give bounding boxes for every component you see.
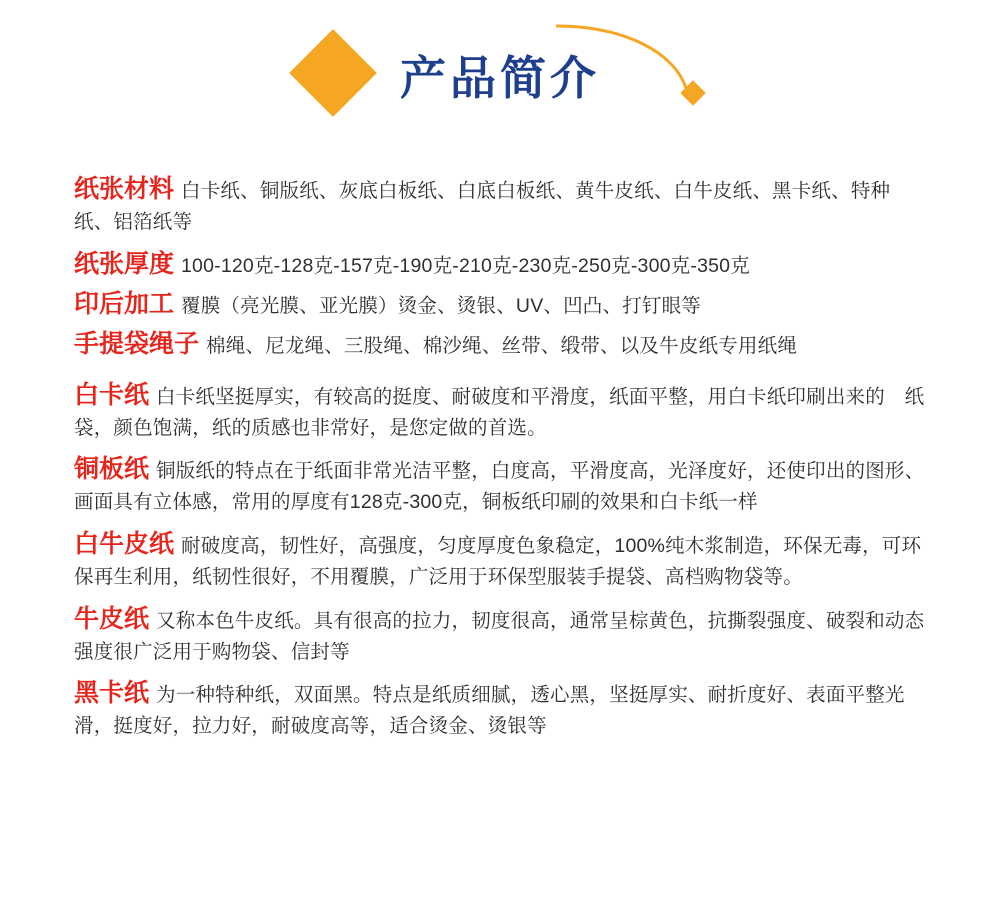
content-body — [0, 150, 1000, 742]
spec-row-postprint — [74, 285, 926, 323]
diamond-large-icon — [289, 29, 377, 117]
desc-row-coated-paper — [74, 450, 926, 518]
spec-row-thickness — [74, 245, 926, 283]
spec-desc: 为一种特种纸，双面黑。特点是纸质细腻，透心黑，坚挺厚实、耐折度好、表面平整光滑，挺度好，拉力好，耐破度高等，适合烫金、烫银等 — [74, 684, 905, 738]
spec-desc: 铜版纸的特点在于纸面非常光洁平整，白度高，平滑度高，光泽度好，还使印出的图形、画面具有立体感，常用的厚度有128克-300克，铜板纸印刷的效果和白卡纸一样 — [74, 460, 925, 514]
spec-desc: 覆膜（亮光膜、亚光膜）烫金、烫银、UV、凹凸、打钉眼等 — [181, 294, 702, 317]
spec-term: 白牛皮纸 — [74, 529, 175, 558]
spec-term: 手提袋绳子 — [74, 329, 200, 358]
desc-row-black-card-paper — [74, 674, 926, 742]
spec-desc: 棉绳、尼龙绳、三股绳、棉沙绳、丝带、缎带、以及牛皮纸专用纸绳 — [206, 334, 798, 357]
spec-term: 纸张厚度 — [74, 249, 175, 278]
spec-row-handle-rope — [74, 325, 926, 363]
desc-row-white-card-paper — [74, 376, 926, 444]
header-decoration-group — [290, 20, 710, 130]
page-header — [0, 0, 1000, 150]
spec-term: 印后加工 — [74, 289, 175, 318]
page-title: 产品简介 — [400, 52, 600, 104]
spec-term: 牛皮纸 — [74, 604, 150, 633]
spec-desc: 白卡纸、铜版纸、灰底白板纸、白底白板纸、黄牛皮纸、白牛皮纸、黑卡纸、特种纸、铝箔纸等 — [74, 180, 891, 233]
spec-row-material — [74, 170, 926, 238]
spec-desc: 白卡纸坚挺厚实，有较高的挺度、耐破度和平滑度，纸面平整，用白卡纸印刷出来的 纸袋，颜色饱满，纸的质感也非常好，是您定做的首选。 — [74, 385, 925, 439]
spec-term: 纸张材料 — [74, 175, 175, 203]
desc-row-white-kraft-paper — [74, 525, 926, 593]
spec-term: 黑卡纸 — [74, 679, 150, 708]
spec-desc: 耐破度高，韧性好，高强度，匀度厚度色象稳定，100%纯木浆制造，环保无毒，可环保再生利用，纸韧性很好，不用覆膜，广泛用于环保型服装手提袋、高档购物袋等。 — [74, 534, 922, 588]
desc-row-kraft-paper — [74, 600, 926, 668]
spec-desc: 又称本色牛皮纸。具有很高的拉力，韧度很高，通常呈棕黄色，抗撕裂强度、破裂和动态强度很广泛用于购物袋、信封等 — [74, 609, 925, 663]
spec-term: 白卡纸 — [74, 380, 150, 409]
spec-term: 铜板纸 — [74, 455, 150, 484]
spec-desc: 100-120克-128克-157克-190克-210克-230克-250克-300克-350克 — [181, 254, 750, 277]
